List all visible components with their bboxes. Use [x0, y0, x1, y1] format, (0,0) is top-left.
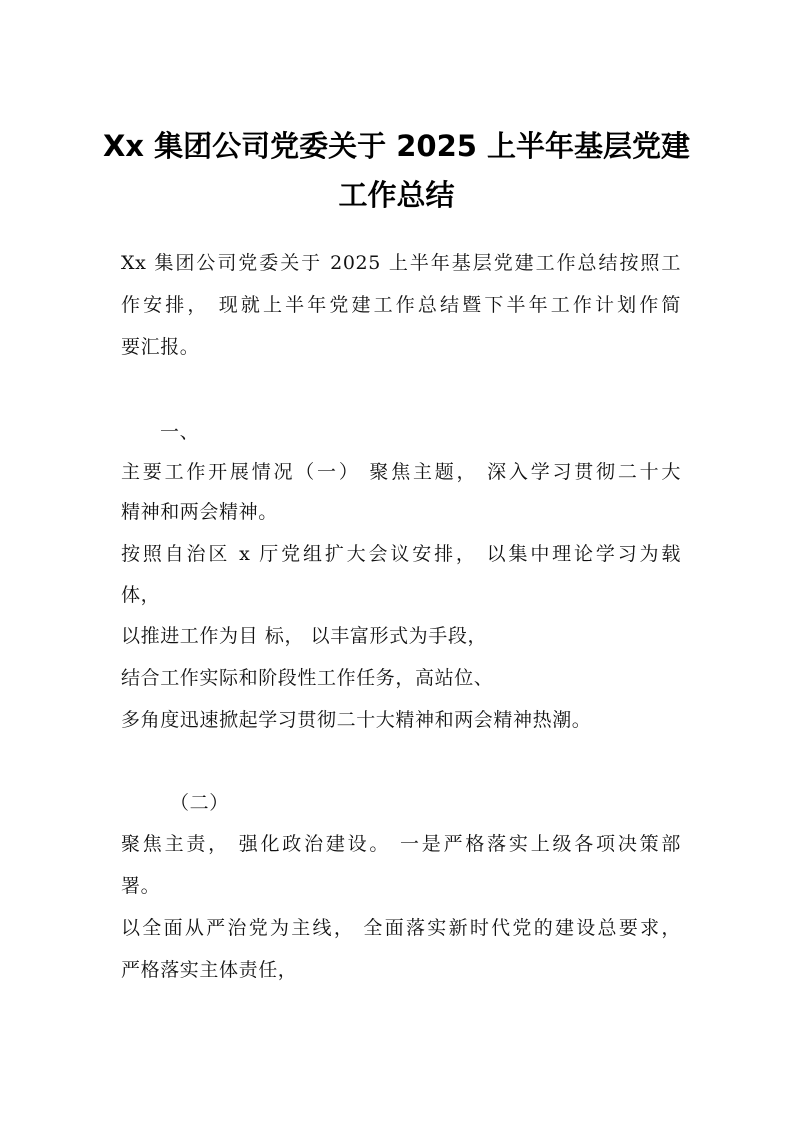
paragraph-line: 严格落实主体责任，: [121, 959, 298, 981]
paragraph-line: 聚焦主责， 强化政治建设。 一是严格落实上级各项决策部: [121, 833, 681, 855]
section-number: （二）: [170, 792, 229, 814]
paragraph-line: 署。: [121, 875, 161, 897]
section-number: 一、: [160, 421, 200, 443]
paragraph-line: 以推进工作为目 标， 以丰富形式为手段，: [121, 625, 488, 647]
paragraph-line: 体，: [121, 584, 161, 606]
document-title-line-1: Xx 集团公司党委关于 2025 上半年基层党建: [102, 129, 691, 163]
paragraph-line: 作安排， 现就上半年党建工作总结暨下半年工作计划作简: [121, 294, 681, 316]
paragraph-line: 要汇报。: [121, 336, 200, 358]
paragraph-line: 结合工作实际和阶段性工作任务，高站位、: [121, 667, 494, 689]
paragraph-line: 主要工作开展情况（一） 聚焦主题， 深入学习贯彻二十大: [121, 461, 681, 483]
paragraph-line: 精神和两会精神。: [121, 501, 278, 523]
paragraph-line: 以全面从严治党为主线， 全面落实新时代党的建设总要求，: [121, 917, 681, 939]
document-title-line-2: 工作总结: [338, 178, 455, 212]
paragraph-line: 多角度迅速掀起学习贯彻二十大精神和两会精神热潮。: [121, 709, 592, 731]
paragraph-line: 按照自治区 x 厅党组扩大会议安排， 以集中理论学习为载: [121, 543, 681, 565]
paragraph-line: Xx 集团公司党委关于 2025 上半年基层党建工作总结按照工: [121, 252, 681, 274]
